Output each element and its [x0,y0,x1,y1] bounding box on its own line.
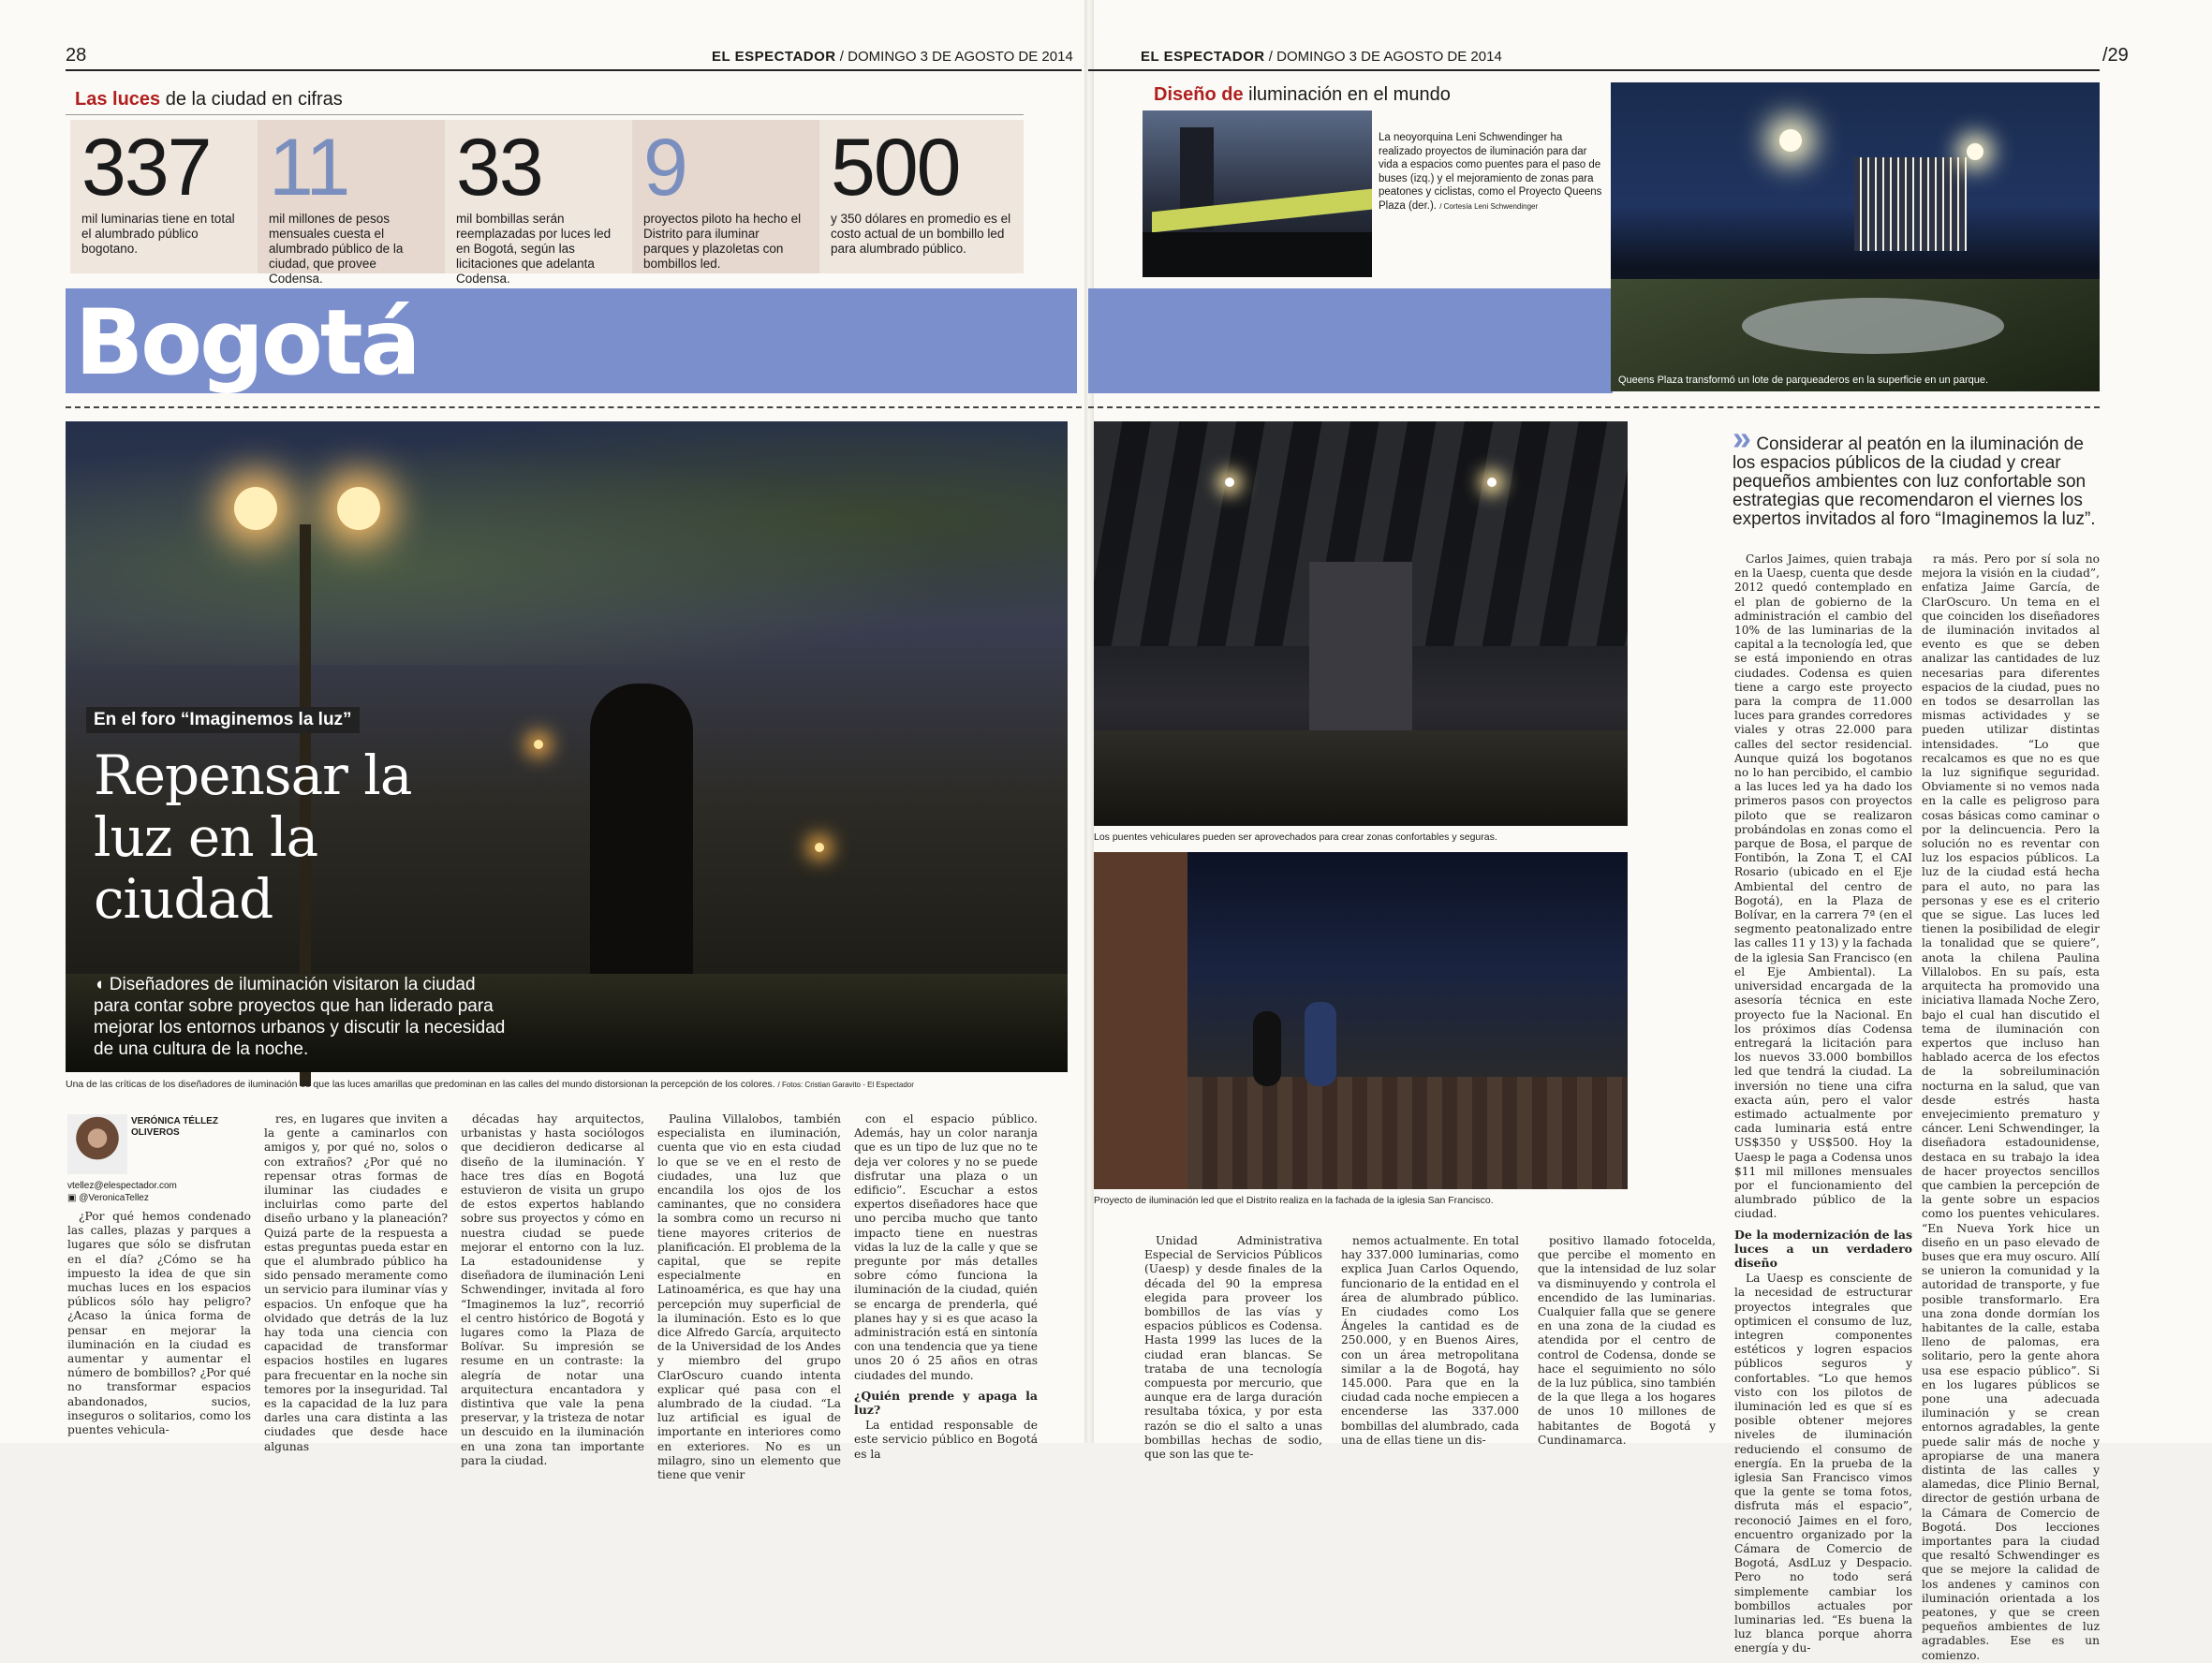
lead-caption-text: Una de las críticas de los diseñadores de iluminación es que las luces amarillas que predominan en las calles del mundo distorsionan la percepción de los colores. [66,1079,775,1090]
article-column [854,1112,1038,1461]
stat-value: 500 [831,123,960,213]
article-paragraph: La Uaesp es consciente de la necesidad de estructurar proyectos integrales que optimicen el consumo de luz, integren componentes estéticos y logren espacios públicos seguros y confortables. “Lo que hemos visto con los pilotos de iluminación led es que sí es posible obtener mejores niveles de iluminación reduciendo el consumo de energía. En la prueba de la iglesia San Francisco vimos que la gente se toma fotos, disfruta más el espacio”, reconoció Jaimes en el foro, encuentro organizado por la Cámara de Comercio de Bogotá, AsdLuz y Despacio. Pero no todo será simplemente cambiar los bombillos actuales por luminarias led. “Es buena la luz blanca porque ahorra energía y du- [1734,1272,1912,1656]
header-rule [1088,69,2100,71]
lead-dek: ◖ Diseñadores de iluminación visitaron la ciudad para contar sobre proyectos que han liderado para mejorar los entornos urbanos y discutir la necesidad de una cultura de la noche. [94,975,506,1059]
world-caption-text: La neoyorquina Leni Schwendinger ha realizado proyectos de iluminación para dar vida a espacios como puentes para el paso de buses (izq.) y el mejoramiento de zonas para peatones y ciclistas, como el Proyecto Queens Plaza (der.). [1379,132,1602,212]
queens-plaza-photo [1611,82,2100,391]
stat-item [70,120,258,273]
lead-dek-text: Diseñadores de iluminación visitaron la ciudad para contar sobre proyectos que han liderado para mejorar los entornos urbanos y discutir la necesidad de una cultura de la noche. [94,975,506,1059]
stat-value: 33 [456,123,542,213]
stat-value: 9 [643,123,686,213]
header-date: DOMINGO 3 DE AGOSTO DE 2014 [1276,49,1502,65]
wave-rule [66,406,1082,408]
page-number-right: /29 [2102,45,2129,66]
quote-icon: » [1733,419,1752,457]
lead-photo [66,421,1068,1072]
article-column [1734,552,1912,1656]
stats-title-bold: Las luces [75,89,161,110]
world-title-rest: iluminación en el mundo [1248,84,1451,105]
lead-headline: Repensar la luz en la ciudad [94,743,412,931]
article-paragraph: positivo llamado fotocelda, que percibe el momento en que la intensidad de luz solar va disminuyendo y controla el encendido de las luminarias. Cualquier falla que se genere en una zona de la ciudad es atendida por el centro de control de Codensa, donde se hace el seguimiento no sólo de la luz pública, sino también de la que llega a los hogares de unos 10 millones de habitantes de Bogotá y Cundinamarca. [1538,1234,1716,1447]
bridge-bus-photo [1143,110,1372,277]
stat-item [819,120,1024,273]
header-left: EL ESPECTADOR / DOMINGO 3 DE AGOSTO DE 2014 [712,49,1073,65]
stat-value: 11 [269,123,349,213]
header-rule [66,69,1082,71]
queens-caption: Queens Plaza transformó un lote de parqueaderos en la superficie en un parque. [1618,375,1989,386]
paper-name: EL ESPECTADOR [712,49,836,65]
twitter-icon: ▣ [67,1193,77,1203]
lead-credit: / Fotos: Cristian Garavito - El Espectador [777,1081,914,1089]
header-date: DOMINGO 3 DE AGOSTO DE 2014 [848,49,1073,65]
church-caption: Proyecto de iluminación led que el Distrito realiza en la fachada de la iglesia San Francisco. [1094,1195,1494,1206]
article-column [461,1112,644,1467]
pull-quote-text: Considerar al peatón en la iluminación de los espacios públicos de la ciudad y crear pequeños ambientes con luz confortable son estrategias que recomendaron el viernes los expertos invitados al foro “Imaginemos la luz”. [1733,434,2096,529]
stat-item [632,120,819,273]
author-name: VERÓNICA TÉLLEZ OLIVEROS [131,1116,218,1138]
article-paragraph: Unidad Administrativa Especial de Servicios Públicos (Uaesp) y desde finales de la década del 90 la empresa elegida para proveer los bombillos de las vías y espacios públicos es Codensa. Hasta 1999 las luces de la ciudad eran blancas. Se trataba de una tecnología compuesta por mercurio, que aunque era de larga duración resultaba tóxica, y por esta razón se dio el salto a unas bombillas hechas de sodio, que son las que te- [1144,1234,1322,1462]
paper-name: EL ESPECTADOR [1141,49,1265,65]
author-contact [67,1180,255,1204]
stat-text: mil millones de pesos mensuales cuesta el alumbrado público de la ciudad, que provee Codensa. [269,212,404,286]
article-subhead: De la modernización de las luces a un verdadero diseño [1734,1227,1912,1270]
page-gutter [1084,0,1094,1443]
article-paragraph: Carlos Jaimes, quien trabaja en la Uaesp, cuenta que desde 2012 quedó contemplado en el plan de gobierno de la administración el cambio del 10% de las luminarias de la capital a la tecnología led, que se está imponiendo en otras ciudades. Codensa es quien tiene a cargo este proyecto para la compra de 11.000 luces para grandes corredores viales y otras 22.000 para calles del sector residencial. Aunque quizá los bogotanos no lo han percibido, el cambio a las luces led ya ha dado los primeros pasos con proyectos piloto que se realizaron probándolas en zonas como el parque de Bosa, el parque de Fontibón, la Zona T, el CAI Rosario (ubicado en el Eje Ambiental del centro de Bogotá), en la Plaza de Bolívar, en la carrera 7ª (en el segmento peatonalizado entre las calles 11 y 13) y la fachada de la iglesia San Francisco (en el Eje Ambiental). La universidad encargada de la asesoría técnica en este proyecto fue la Nacional. En los próximos días Codensa entregará la licitación para los nuevos 33.000 bombillos led que tendrá la ciudad. La inversión no tiene una cifra exacta aún, pero el valor estimado actualmente por cada luminaria está entre US$350 y US$500. Hoy la Uaesp le paga a Codensa unos $11 mil millones mensuales por el funcionamiento del alumbrado público de la ciudad. [1734,552,1912,1221]
article-column [1922,552,2100,1662]
page-number-left: 28 [66,45,87,66]
stat-text: mil bombillas serán reemplazadas por luces led en Bogotá, según las licitaciones que adelanta Codensa. [456,212,612,286]
lead-kicker: En el foro “Imaginemos la luz” [86,707,360,733]
world-caption [1379,131,1603,213]
article-paragraph: Paulina Villalobos, también especialista en iluminación, cuenta que vio en esta ciudad lo que se ve en el resto de ciudades, una luz que encandila los ojos de los caminantes, que no considera la sombra como un recurso ni tiene mayores criterios de planificación. El problema de la capital, que se repite especialmente en Latinoamérica, es que hay una percepción muy superficial de la iluminación. Esto es lo que dice Alfredo García, arquitecto de la Universidad de los Andes y miembro del grupo ClarOscuro cuando intenta explicar qué pasa con el alumbrado de la ciudad. “La luz artificial es igual de importante en interiores como en exteriores. No es un milagro, sino un elemento que tiene que venir [657,1112,841,1482]
church-photo [1094,852,1628,1189]
stats-band [70,120,1024,286]
stat-item [445,120,632,286]
header-right: EL ESPECTADOR / DOMINGO 3 DE AGOSTO DE 2014 [1141,49,1502,65]
stat-text: proyectos piloto ha hecho el Distrito para iluminar parques y plazoletas con bombillos led. [643,212,802,271]
stats-title-rest: de la ciudad en cifras [165,89,343,110]
lead-photo-caption [66,1079,1068,1090]
stats-rule [66,114,1024,115]
article-paragraph: décadas hay arquitectos, urbanistas y hasta sociólogos que decidieron dedicarse al diseño de la iluminación. Y hace tres días en Bogotá estuvieron de visita un grupo de estos expertos hablando sobre sus proyectos y cómo en nuestra ciudad se puede mejorar el entorno con la luz. La estadounidense y diseñadora de iluminación Leni Schwendinger, invitada al foro “Imaginemos la luz”, recorrió el centro histórico de Bogotá y lugares como la Plaza de Bolívar. Su impresión se resume en un contraste: la alegría de notar una arquitectura encantadora y distintiva que vale la pena preservar, y la tristeza de notar un descuido en la iluminación en una zona tan importante para la ciudad. [461,1112,644,1467]
article-paragraph: ra más. Pero por sí sola no mejora la visión en la ciudad”, enfatiza Jaime García, de ClarOscuro. Un tema en el que coinciden los diseñadores de iluminación invitados al evento es que se deben analizar las cantidades de luz necesarias para diferentes espacios de la ciudad, pues no en todos se desarrollan las mismas actividades y se pueden utilizar distintas intensidades. “Lo que recalcamos es que no es que la luz signifique seguridad. Obviamente si no vemos nada en la calle es peligroso para cosas básicas como caminar o por la delincuencia. Pero la solución no es reventar con luz los espacios públicos. La luz de la ciudad está hecha para el auto, no para las personas y ese es el criterio que se sigue. Las luces led tienen la posibilidad de elegir la tonalidad que se quiere”, anota la chilena Paulina Villalobos. En su país, esta arquitecta ha promovido una iniciativa llamada Noche Zero, bajo el cual han discutido el tema de iluminación con expertos que incluso han hablado acerca de los efectos de la sobreiluminación nocturna en la salud, que van desde estrés hasta envejecimiento prematuro y cáncer. Leni Schwendinger, la diseñadora estadounidense, destaca en su trabajo la idea de hacer proyectos sencillos que cambien la percepción de la gente sobre un espacios como los puentes vehiculares. “En Nueva York hice un diseño en un paso elevado de buses que era muy oscuro. Allí se unieron la comunidad y la autoridad de transporte, y fue posible transformarlo. Era una zona donde dormían los habitantes de la calle, estaba lleno de palomas, era solitario, pero la gente ahora usa ese espacio público”. Si en los lugares públicos se pone una adecuada iluminación y se crean entornos agradables, la gente puede salir más de noche y apropiarse de una manera distinta de las calles y alamedas, dice Plinio Bernal, director de gestión urbana de la Cámara de Comercio de Bogotá. Dos lecciones importantes para la ciudad que resaltó Schwendinger es que se mejore la calidad de los andenes y caminos con iluminación orientada a los peatones, y que se creen pequeños ambientes de luz agradables. Ese es un comienzo. [1922,552,2100,1662]
article-subhead: ¿Quién prende y apaga la luz? [854,1388,1038,1418]
article-column [264,1112,448,1453]
article-paragraph: La entidad responsable de este servicio público en Bogotá es la [854,1419,1038,1461]
world-title [1154,84,1451,106]
stat-item [258,120,445,286]
bridge-photo [1094,421,1628,826]
article-paragraph: nemos actualmente. En total hay 337.000 luminarias, como explica Juan Carlos Oquendo, funcionario de la entidad en el área de alumbrado público. En ciudades como Los Ángeles la cantidad es de 250.000, y en Buenos Aires, con un área metropolitana similar a la de Bogotá, hay 145.000. Para que en la ciudad cada noche empiecen a encenderse las 337.000 bombillas del alumbrado, cada una de ellas tiene un dis- [1341,1234,1520,1447]
section-banner [66,288,1077,393]
section-banner-right [1088,288,1613,393]
pull-quote [1733,419,2098,529]
author-avatar [67,1114,127,1174]
wave-rule [1088,406,2100,408]
world-credit: / Cortesía Leni Schwendinger [1439,201,1539,211]
author-email: vtellez@elespectador.com [67,1181,177,1191]
stat-text: mil luminarias tiene en total el alumbrado público bogotano. [81,212,235,256]
stat-value: 337 [81,123,211,213]
author-twitter: @VeronicaTellez [79,1193,149,1203]
article-paragraph: res, en lugares que inviten a la gente a caminarlos con amigos y, por qué no, solos o con extraños? ¿Por qué no repensar otras formas de iluminar las ciudades e incluirlas como parte del diseño urbano y la planeación? Quizá parte de la respuesta a estas preguntas pueda estar en que el alumbrado público ha sido pensado meramente como un servicio para iluminar vías y espacios. Un enfoque que ha olvidado que detrás de la luz hay toda una ciencia con capacidad de transformar espacios hostiles en lugares para frecuentar en la noche sin temores por la inseguridad. Tal es la capacidad de la luz para darles una cara distinta a las ciudades que desde hace algunas [264,1112,448,1453]
article-paragraph: ¿Por qué hemos condenado las calles, plazas y parques a lugares que sólo se disfrutan en el día? ¿Cómo se ha impuesto la idea de que sin muchas luces en los espacios públicos sólo hay peligro? ¿Acaso la única forma de pensar en mejorar la iluminación en la ciudad es aumentar y aumentar el número de bombillos? ¿Por qué no transformar espacios abandonados, sucios, inseguros o solitarios, como los puentes vehicula- [67,1210,251,1437]
section-title: Bogotá [75,290,419,395]
bridge-caption: Los puentes vehiculares pueden ser aprovechados para crear zonas confortables y seguras. [1094,832,1497,843]
article-column [657,1112,841,1482]
stat-text: y 350 dólares en promedio es el costo actual de un bombillo led para alumbrado público. [831,212,1011,256]
article-column [1538,1234,1716,1447]
article-column [67,1210,251,1437]
stats-title [75,89,343,110]
article-paragraph: con el espacio público. Además, hay un color naranja que es un tipo de luz que no te deja ver colores y no se puede disfrutar una plaza o un edificio”. Escuchar a estos expertos diseñadores hace que uno perciba mucho que tanto impacto tiene en nuestras vidas la luz de la calle y que se pregunte por más detalles sobre cómo funciona la iluminación de la ciudad, quién se encarga de prenderla, qué planes hay y si es que acaso la administración está en sintonía con una tendencia que ya tiene unos 20 ó 25 años en otras ciudades del mundo. [854,1112,1038,1382]
world-title-bold: Diseño de [1154,84,1244,105]
article-column [1144,1234,1322,1462]
article-column [1341,1234,1520,1447]
